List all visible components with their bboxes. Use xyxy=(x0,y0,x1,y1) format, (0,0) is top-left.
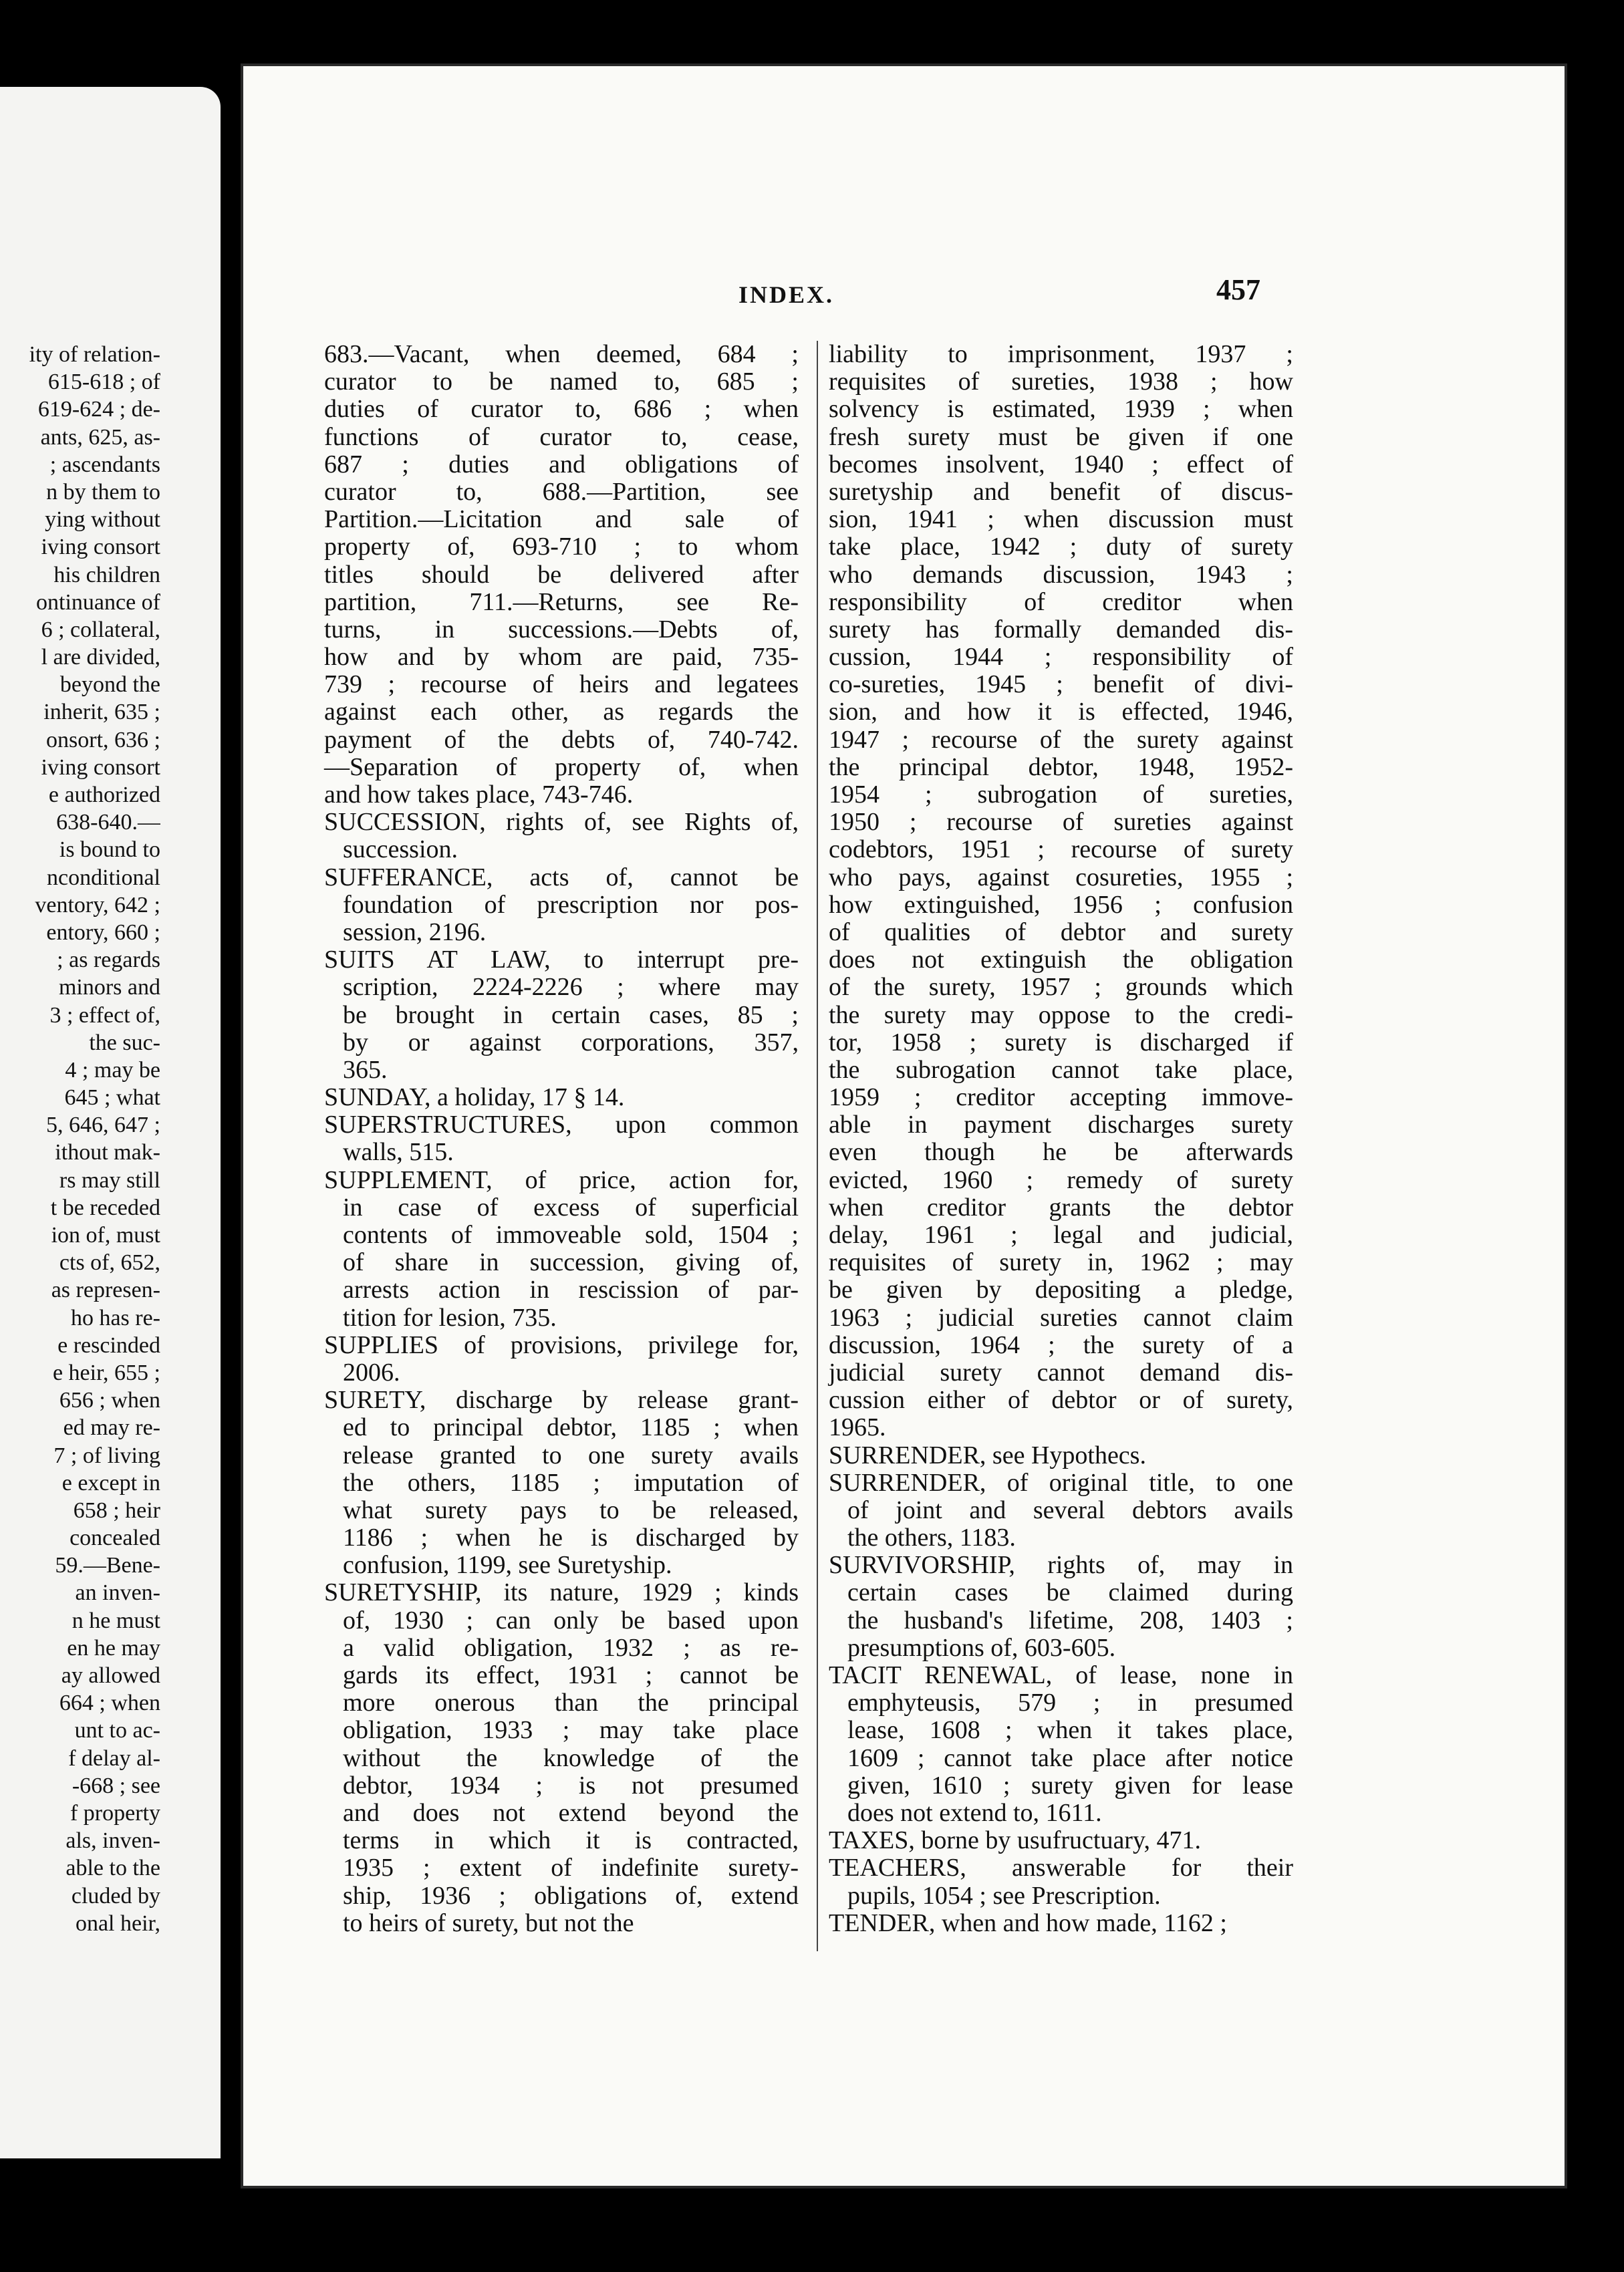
index-line: of joint and several debtors avails xyxy=(847,1496,1293,1524)
facing-page-line: cluded by xyxy=(71,1883,160,1908)
index-line: SUNDAY, a holiday, 17 § 14. xyxy=(324,1083,625,1112)
index-line: certain cases be claimed during xyxy=(847,1578,1293,1607)
index-line: 1959 ; creditor accepting immove- xyxy=(829,1083,1293,1112)
index-line: the surety may oppose to the credi- xyxy=(829,1000,1293,1029)
facing-page-line: minors and xyxy=(58,975,160,1000)
index-line: surety has formally demanded dis- xyxy=(829,615,1293,644)
facing-page-line: as represen- xyxy=(51,1278,160,1303)
index-line: when creditor grants the debtor xyxy=(829,1193,1293,1222)
facing-page-line: beyond the xyxy=(59,672,160,698)
facing-page-line: unt to ac- xyxy=(74,1718,160,1743)
index-line: who pays, against cosureties, 1955 ; xyxy=(829,863,1293,891)
facing-page-line: f delay al- xyxy=(68,1745,160,1771)
facing-page-line: 658 ; heir xyxy=(73,1498,160,1523)
facing-page-line: 619-624 ; de- xyxy=(37,397,160,422)
facing-page-line: n by them to xyxy=(46,479,160,505)
index-line: what surety pays to be released, xyxy=(343,1496,799,1524)
facing-page-line: ventory, 642 ; xyxy=(35,892,160,917)
facing-page-fragment xyxy=(0,87,221,2158)
index-line: succession. xyxy=(343,835,458,864)
facing-page-line: nconditional xyxy=(47,865,160,890)
index-line: by or against corporations, 357, xyxy=(343,1028,799,1056)
index-line: codebtors, 1951 ; recourse of surety xyxy=(829,835,1293,864)
index-line: judicial surety cannot demand dis- xyxy=(829,1358,1293,1387)
index-line: without the knowledge of the xyxy=(343,1743,799,1772)
index-line: the others, 1185 ; imputation of xyxy=(343,1468,799,1497)
facing-page-line: l are divided, xyxy=(41,645,160,670)
index-line: curator to be named to, 685 ; xyxy=(324,368,799,396)
index-line: SUPPLEMENT, of price, action for, xyxy=(324,1165,799,1194)
facing-page-line: e rescinded xyxy=(57,1332,160,1358)
facing-page-line: 6 ; collateral, xyxy=(41,617,160,642)
index-line: of the surety, 1957 ; grounds which xyxy=(829,973,1293,1002)
facing-page-line: 664 ; when xyxy=(59,1691,160,1716)
index-column-right xyxy=(829,341,1293,1937)
index-line: suretyship and benefit of discus- xyxy=(829,477,1293,506)
facing-page-line: cts of, 652, xyxy=(59,1250,160,1276)
index-line: and does not extend beyond the xyxy=(343,1798,799,1827)
facing-page-line: the suc- xyxy=(89,1030,160,1055)
index-line: given, 1610 ; surety given for lease xyxy=(847,1771,1293,1800)
facing-page-line: ity of relation- xyxy=(29,342,160,367)
index-line: requisites of surety in, 1962 ; may xyxy=(829,1248,1293,1277)
facing-page-line: ion of, must xyxy=(51,1223,160,1248)
facing-page-line: entory, 660 ; xyxy=(46,919,160,945)
index-line: SURETYSHIP, its nature, 1929 ; kinds xyxy=(324,1578,799,1607)
index-line: 365. xyxy=(343,1055,388,1084)
index-line: functions of curator to, cease, xyxy=(324,422,799,451)
index-line: discussion, 1964 ; the surety of a xyxy=(829,1330,1293,1359)
index-line: TENDER, when and how made, 1162 ; xyxy=(829,1908,1227,1937)
index-line: arrests action in rescission of par- xyxy=(343,1276,799,1304)
facing-page-line: e authorized xyxy=(48,783,160,807)
index-line: fresh surety must be given if one xyxy=(829,422,1293,451)
index-line: SURVIVORSHIP, rights of, may in xyxy=(829,1551,1293,1580)
facing-page-line: ying without xyxy=(45,507,160,533)
index-line: ed to principal debtor, 1185 ; when xyxy=(343,1413,799,1442)
column-rule xyxy=(817,341,818,1951)
index-line: foundation of prescription nor pos- xyxy=(343,890,799,919)
facing-page-line: e heir, 655 ; xyxy=(52,1360,160,1385)
index-line: gards its effect, 1931 ; cannot be xyxy=(343,1661,799,1689)
index-line: be given by depositing a pledge, xyxy=(829,1276,1293,1304)
index-line: tor, 1958 ; surety is discharged if xyxy=(829,1028,1293,1056)
running-head: INDEX. xyxy=(738,281,835,308)
index-line: solvency is estimated, 1939 ; when xyxy=(829,395,1293,424)
index-line: 1965. xyxy=(829,1413,886,1442)
index-line: 1186 ; when he is discharged by xyxy=(343,1524,799,1552)
facing-page-line: onsort, 636 ; xyxy=(46,727,160,752)
index-line: lease, 1608 ; when it takes place, xyxy=(847,1716,1293,1745)
index-line: property of, 693-710 ; to whom xyxy=(324,533,799,561)
index-line: does not extend to, 1611. xyxy=(847,1798,1102,1827)
index-line: sion, 1941 ; when discussion must xyxy=(829,505,1293,534)
index-line: TEACHERS, answerable for their xyxy=(829,1854,1293,1882)
index-line: of share in succession, giving of, xyxy=(343,1248,799,1277)
index-line: 2006. xyxy=(343,1358,400,1387)
index-line: titles should be delivered after xyxy=(324,560,799,589)
index-line: the husband's lifetime, 208, 1403 ; xyxy=(847,1606,1293,1635)
index-line: 1954 ; subrogation of sureties, xyxy=(829,780,1293,809)
facing-page-line: 4 ; may be xyxy=(65,1057,160,1083)
index-line: delay, 1961 ; legal and judicial, xyxy=(829,1221,1293,1249)
index-line: a valid obligation, 1932 ; as re- xyxy=(343,1633,799,1662)
index-line: scription, 2224-2226 ; where may xyxy=(343,973,799,1002)
facing-page-line: ay allowed xyxy=(61,1663,160,1688)
facing-page-line: 645 ; what xyxy=(64,1085,160,1111)
index-line: obligation, 1933 ; may take place xyxy=(343,1716,799,1745)
index-line: SUPPLIES of provisions, privilege for, xyxy=(324,1330,799,1359)
index-line: ship, 1936 ; obligations of, extend xyxy=(343,1881,799,1910)
index-line: turns, in successions.—Debts of, xyxy=(324,615,799,644)
index-line: SURRENDER, of original title, to one xyxy=(829,1468,1293,1497)
index-line: Partition.—Licitation and sale of xyxy=(324,505,799,534)
index-line: SURRENDER, see Hypothecs. xyxy=(829,1441,1146,1469)
facing-page-line: 59.—Bene- xyxy=(55,1553,160,1578)
index-line: SUFFERANCE, acts of, cannot be xyxy=(324,863,799,891)
index-line: more onerous than the principal xyxy=(343,1689,799,1717)
index-line: in case of excess of superficial xyxy=(343,1193,799,1222)
facing-page-line: ; as regards xyxy=(57,948,160,973)
index-line: SURETY, discharge by release grant- xyxy=(324,1386,799,1415)
index-line: who demands discussion, 1943 ; xyxy=(829,560,1293,589)
facing-page-line: rs may still xyxy=(59,1167,160,1193)
index-line: cussion either of debtor or of surety, xyxy=(829,1386,1293,1415)
index-line: debtor, 1934 ; is not presumed xyxy=(343,1771,799,1800)
index-line: 739 ; recourse of heirs and legatees xyxy=(324,670,799,699)
index-column-left xyxy=(324,341,799,1937)
facing-page-line: ithout mak- xyxy=(55,1140,160,1165)
facing-page-line: an inven- xyxy=(75,1580,160,1606)
index-line: partition, 711.—Returns, see Re- xyxy=(324,587,799,616)
facing-page-line: concealed xyxy=(70,1526,160,1551)
index-line: sion, and how it is effected, 1946, xyxy=(829,698,1293,726)
index-line: emphyteusis, 579 ; in presumed xyxy=(847,1689,1293,1717)
index-line: confusion, 1199, see Suretyship. xyxy=(343,1551,672,1580)
index-line: —Separation of property of, when xyxy=(324,752,799,781)
index-line: of qualities of debtor and surety xyxy=(829,917,1293,946)
index-line: SUITS AT LAW, to interrupt pre- xyxy=(324,946,799,974)
facing-page-line: inherit, 635 ; xyxy=(43,700,160,725)
facing-page-line: f property xyxy=(70,1800,160,1826)
facing-page-line: en he may xyxy=(67,1635,160,1661)
index-line: does not extinguish the obligation xyxy=(829,946,1293,974)
index-line: TAXES, borne by usufructuary, 471. xyxy=(829,1826,1201,1855)
index-line: take place, 1942 ; duty of surety xyxy=(829,533,1293,561)
index-line: liability to imprisonment, 1937 ; xyxy=(829,340,1293,368)
index-line: SUCCESSION, rights of, see Rights of, xyxy=(324,808,799,837)
index-line: 1963 ; judicial sureties cannot claim xyxy=(829,1303,1293,1332)
page-number: 457 xyxy=(1216,273,1260,306)
index-line: the principal debtor, 1948, 1952- xyxy=(829,752,1293,781)
facing-page-line: is bound to xyxy=(59,837,160,863)
index-line: able in payment discharges surety xyxy=(829,1111,1293,1139)
facing-page-line: 7 ; of living xyxy=(53,1443,160,1468)
facing-page-line: -668 ; see xyxy=(72,1773,160,1798)
index-line: how extinguished, 1956 ; confusion xyxy=(829,890,1293,919)
index-line: 1935 ; extent of indefinite surety- xyxy=(343,1854,799,1882)
index-line: 687 ; duties and obligations of xyxy=(324,450,799,478)
index-line: session, 2196. xyxy=(343,917,487,946)
facing-page-line: onal heir, xyxy=(75,1910,160,1936)
index-line: be brought in certain cases, 85 ; xyxy=(343,1000,799,1029)
index-line: evicted, 1960 ; remedy of surety xyxy=(829,1165,1293,1194)
index-line: how and by whom are paid, 735- xyxy=(324,643,799,672)
index-line: curator to, 688.—Partition, see xyxy=(324,477,799,506)
index-line: contents of immoveable sold, 1504 ; xyxy=(343,1221,799,1249)
index-line: co-sureties, 1945 ; benefit of divi- xyxy=(829,670,1293,699)
index-line: 683.—Vacant, when deemed, 684 ; xyxy=(324,340,799,368)
index-line: cussion, 1944 ; responsibility of xyxy=(829,643,1293,672)
index-line: duties of curator to, 686 ; when xyxy=(324,395,799,424)
facing-page-line: ontinuance of xyxy=(36,589,160,615)
facing-page-line: ants, 625, as- xyxy=(40,424,160,450)
facing-page-line: 615-618 ; of xyxy=(47,370,160,395)
facing-page-line: able to the xyxy=(65,1856,160,1881)
index-line: presumptions of, 603-605. xyxy=(847,1633,1116,1662)
index-line: 1947 ; recourse of the surety against xyxy=(829,725,1293,754)
facing-page-line: 3 ; effect of, xyxy=(49,1002,160,1028)
index-line: walls, 515. xyxy=(343,1138,454,1167)
facing-page-line: ho has re- xyxy=(70,1305,160,1330)
facing-page-line: ; ascendants xyxy=(49,452,160,477)
facing-page-line: 638-640.— xyxy=(56,810,160,835)
index-line: and how takes place, 743-746. xyxy=(324,780,634,809)
facing-page-line: his children xyxy=(53,562,160,587)
facing-page-line: 5, 646, 647 ; xyxy=(46,1113,160,1138)
facing-page-line: als, inven- xyxy=(65,1828,160,1854)
index-line: of, 1930 ; can only be based upon xyxy=(343,1606,799,1635)
facing-page-line: e except in xyxy=(61,1470,160,1496)
facing-page-line: n he must xyxy=(72,1608,160,1633)
index-line: requisites of sureties, 1938 ; how xyxy=(829,368,1293,396)
index-line: release granted to one surety avails xyxy=(343,1441,799,1469)
index-line: becomes insolvent, 1940 ; effect of xyxy=(829,450,1293,478)
facing-page-text xyxy=(0,341,160,1937)
index-line: responsibility of creditor when xyxy=(829,587,1293,616)
index-line: tition for lesion, 735. xyxy=(343,1303,557,1332)
index-line: even though he be afterwards xyxy=(829,1138,1293,1167)
index-line: the subrogation cannot take place, xyxy=(829,1055,1293,1084)
facing-page-line: 656 ; when xyxy=(59,1388,160,1413)
index-line: the others, 1183. xyxy=(847,1524,1016,1552)
index-line: TACIT RENEWAL, of lease, none in xyxy=(829,1661,1293,1689)
index-line: SUPERSTRUCTURES, upon common xyxy=(324,1111,799,1139)
index-line: pupils, 1054 ; see Prescription. xyxy=(847,1881,1161,1910)
index-line: 1609 ; cannot take place after notice xyxy=(847,1743,1293,1772)
facing-page-line: iving consort xyxy=(41,754,160,780)
facing-page-line: iving consort xyxy=(41,535,160,560)
facing-page-line: ed may re- xyxy=(63,1415,160,1441)
index-line: 1950 ; recourse of sureties against xyxy=(829,808,1293,837)
index-line: payment of the debts of, 740-742. xyxy=(324,725,799,754)
facing-page-line: t be receded xyxy=(50,1195,160,1220)
index-line: to heirs of surety, but not the xyxy=(343,1908,634,1937)
index-line: against each other, as regards the xyxy=(324,698,799,726)
index-line: terms in which it is contracted, xyxy=(343,1826,799,1855)
